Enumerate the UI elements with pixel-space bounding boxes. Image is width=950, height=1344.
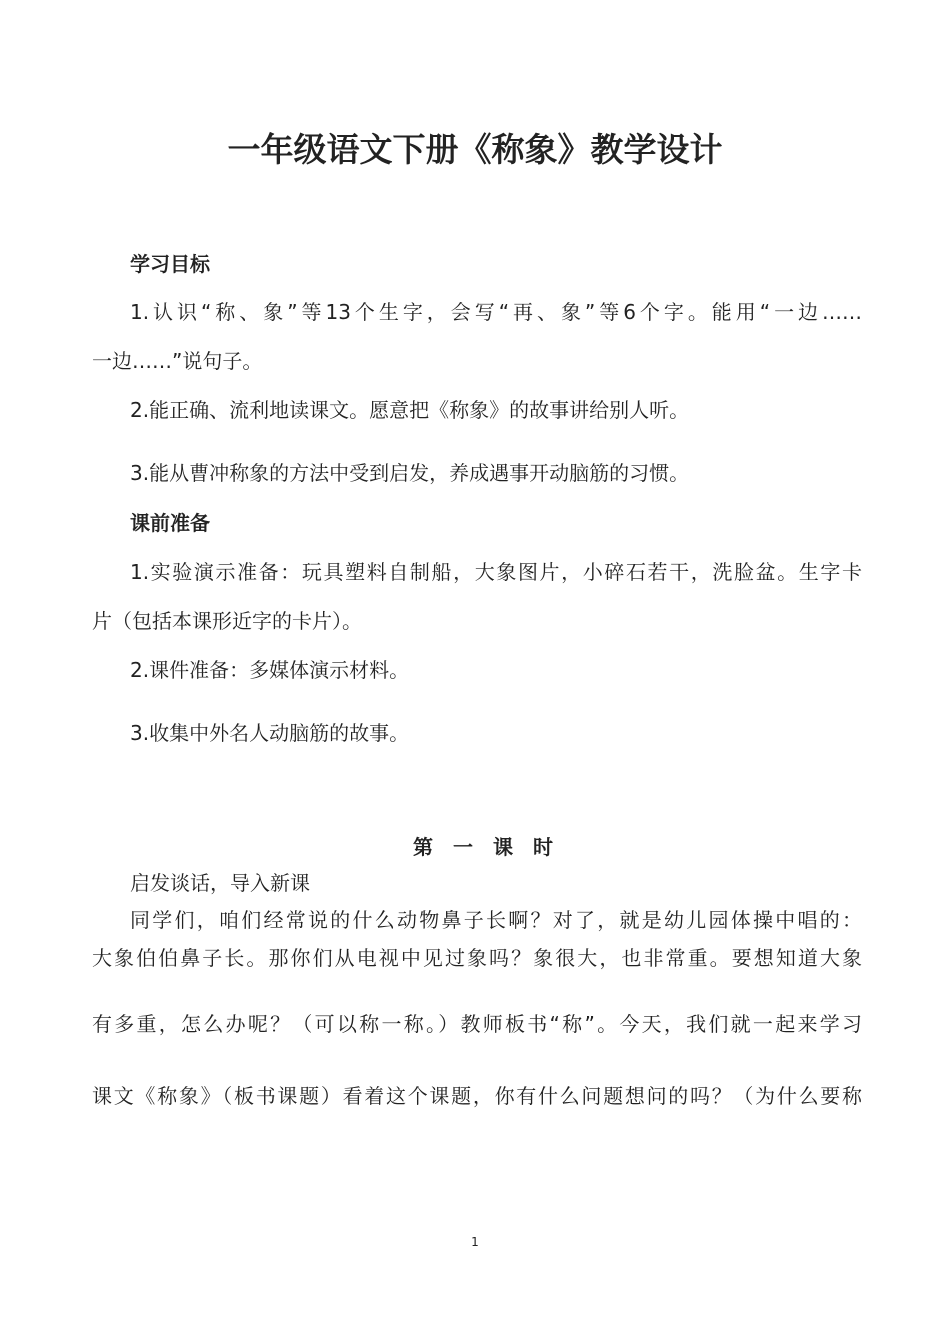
lesson-paragraph-line-3: 有多重，怎么办呢？（可以称一称。）教师板书“称”。今天，我们就一起来学习 xyxy=(92,1012,862,1036)
goal-item-1-line-2: 一边……”说句子。 xyxy=(92,349,263,373)
prep-item-1-line-2: 片（包括本课形近字的卡片）。 xyxy=(92,609,362,633)
lesson-subheading: 启发谈话，导入新课 xyxy=(130,871,310,895)
goal-item-3: 3.能从曹冲称象的方法中受到启发，养成遇事开动脑筋的习惯。 xyxy=(130,461,690,485)
goal-item-1-line-1: 1.认识“称、象”等13个生字，会写“再、象”等6个字。能用“一边…… xyxy=(130,300,862,324)
goals-heading: 学习目标 xyxy=(130,252,210,276)
prep-heading: 课前准备 xyxy=(130,511,210,535)
lesson-paragraph-line-4: 课文《称象》（板书课题）看着这个课题，你有什么问题想问的吗？（为什么要称 xyxy=(92,1084,862,1108)
document-title: 一年级语文下册《称象》教学设计 xyxy=(227,130,723,169)
lesson-paragraph-line-1: 同学们，咱们经常说的什么动物鼻子长啊？对了，就是幼儿园体操中唱的： xyxy=(130,908,862,932)
prep-item-3: 3.收集中外名人动脑筋的故事。 xyxy=(130,721,410,745)
page-number: 1 xyxy=(471,1235,479,1249)
lesson-heading: 第一课时 xyxy=(413,835,573,859)
lesson-paragraph-line-2: 大象伯伯鼻子长。那你们从电视中见过象吗？象很大，也非常重。要想知道大象 xyxy=(92,946,862,970)
goal-item-2: 2.能正确、流利地读课文。愿意把《称象》的故事讲给别人听。 xyxy=(130,398,690,422)
prep-item-1-line-1: 1.实验演示准备：玩具塑料自制船，大象图片，小碎石若干，洗脸盆。生字卡 xyxy=(130,560,862,584)
prep-item-2: 2.课件准备：多媒体演示材料。 xyxy=(130,658,410,682)
